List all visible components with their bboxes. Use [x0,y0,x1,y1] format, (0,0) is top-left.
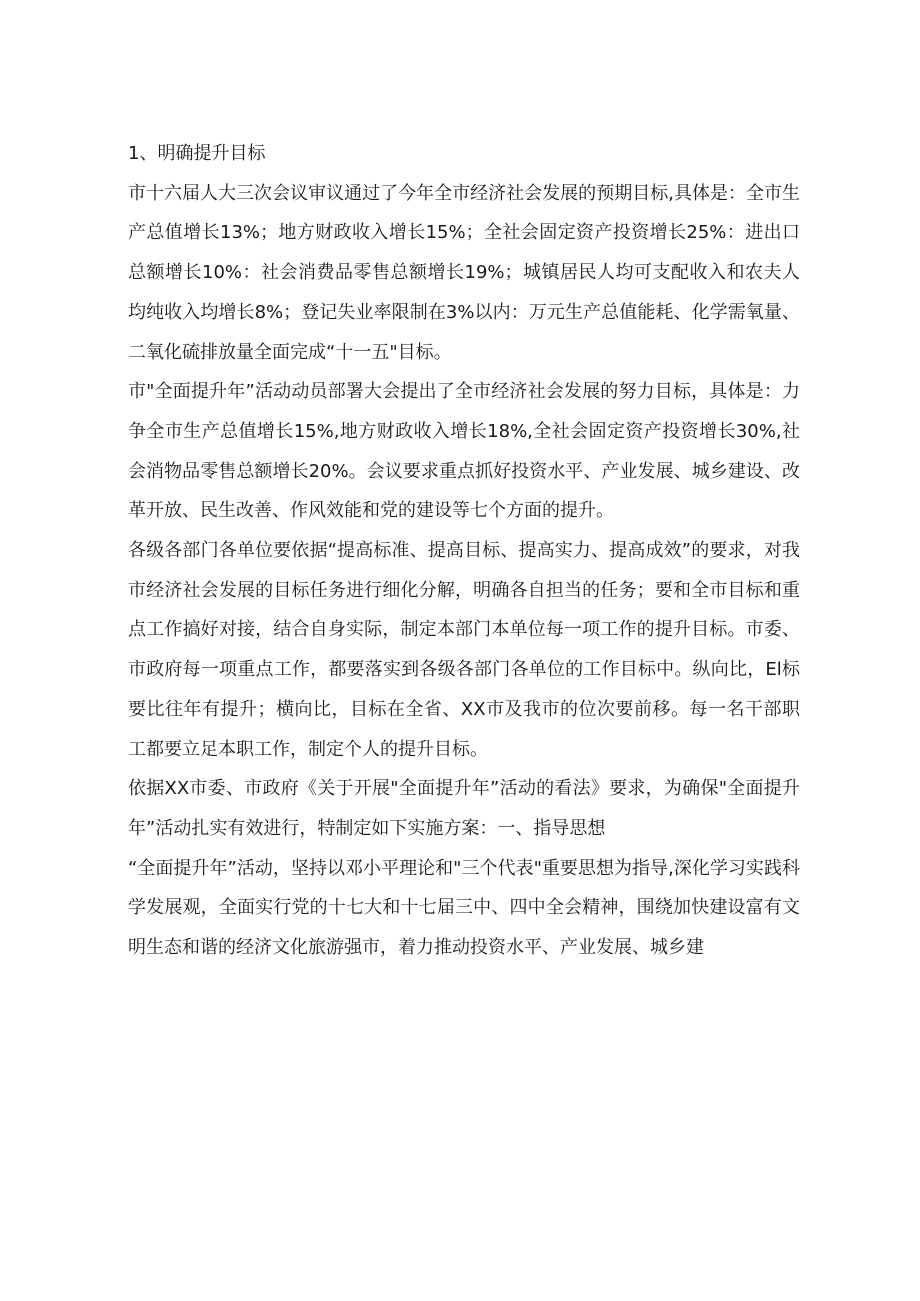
section-heading: 1、明确提升目标 [128,143,266,164]
paragraph-striving-targets: 市"全面提升年”活动动员部署大会提出了全市经济社会发展的努力目标，具体是：力争全市生产总值增长15%,地方财政收入增长18%,全社会固定资产投资增长30%,社会消物品零售总额增长20%。会议要求重点抓好投资水平、产业发展、城乡建设、改革开放、民生改善、作风效能和党的建设等七个方面的提升。 [128,381,800,522]
paragraph-guiding-ideology: “全面提升年”活动，坚持以邓小平理论和"三个代表"重要思想为指导,深化学习实践科学发展观，全面实行党的十七大和十七届三中、四中全会精神，围绕加快建设富有文明生态和谐的经济文化旅游强市，着力推动投资水平、产业发展、城乡建 [128,857,800,959]
paragraph-preset-targets: 市十六届人大三次会议审议通过了今年全市经济社会发展的预期目标,具体是：全市生产总值增长13%；地方财政收入增长15%；全社会固定资产投资增长25%：进出口总额增长10%：社会消费品零售总额增长19%；城镇居民人均可支配收入和农夫人均纯收入均增长8%；登记失业率限制在3%以内：万元生产总值能耗、化学需氧量、二氧化硫排放量全面完成“十一五"目标。 [128,182,800,363]
paragraph-implementation-plan: 依据XX市委、市政府《关于开展"全面提升年”活动的看法》要求，为确保"全面提升年”活动扎实有效进行，特制定如下实施方案：一、指导思想 [128,778,800,839]
paragraph-department-targets: 各级各部门各单位要依据“提高标准、提高目标、提高实力、提高成效”的要求，对我市经济社会发展的目标任务进行细化分解，明确各自担当的任务；要和全市目标和重点工作搞好对接，结合自身实际，制定本部门本单位每一项工作的提升目标。市委、市政府每一项重点工作，都要落实到各级各部门各单位的工作目标中。纵向比，El标要比往年有提升；横向比，目标在全省、XX市及我市的位次要前移。每一名干部职工都要立足本职工作，制定个人的提升目标。 [128,540,800,760]
document-body [128,134,800,968]
